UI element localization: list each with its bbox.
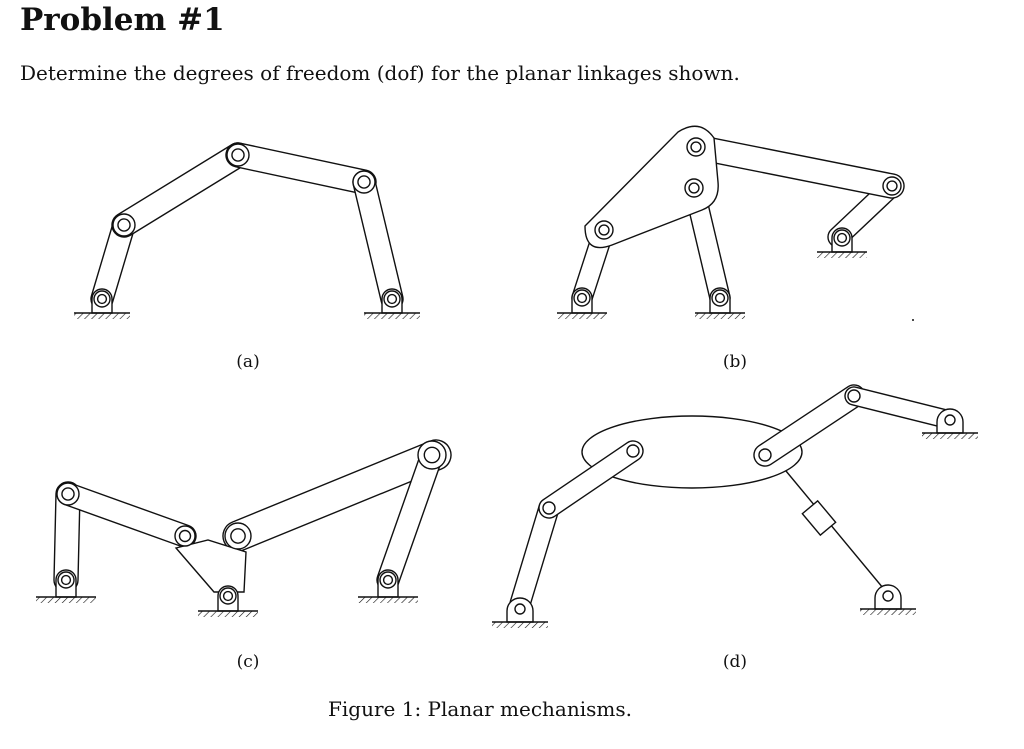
pin-hole: [98, 295, 107, 304]
pin-hole: [945, 415, 955, 425]
pin-hole: [515, 604, 525, 614]
ground-hatch: [860, 609, 916, 615]
ground-hatch: [358, 597, 418, 603]
mechanism-d: [492, 381, 978, 628]
slider-block: [802, 501, 835, 535]
ground-support: [364, 313, 420, 319]
ground-hatch: [922, 433, 978, 439]
subfigure-label-c: (c): [236, 652, 260, 672]
pin-hole: [838, 234, 847, 243]
fixed-pivot: [74, 289, 130, 319]
fixed-pivot: [358, 570, 418, 603]
pin-hole: [384, 576, 393, 585]
ground-support: [36, 597, 96, 603]
fixed-pivot: [198, 586, 258, 617]
pin-hole: [887, 181, 897, 191]
fixed-pivot: [860, 585, 916, 615]
subfigure-label-a: (a): [236, 352, 260, 372]
pin-hole: [358, 176, 370, 188]
pin-hole: [599, 225, 609, 235]
ground-support: [922, 433, 978, 439]
pin-hole: [232, 149, 244, 161]
ground-hatch: [557, 313, 607, 319]
ground-support: [198, 611, 258, 617]
pin-hole: [231, 529, 245, 543]
stray-mark: [912, 319, 914, 321]
fixed-pivot: [364, 289, 420, 319]
pin-hole: [224, 592, 233, 601]
problem-title: Problem #1: [20, 2, 225, 38]
pin-hole: [180, 531, 191, 542]
ground-hatch: [364, 313, 420, 319]
pin-hole: [691, 142, 701, 152]
ground-support: [817, 252, 867, 258]
pin-hole: [388, 295, 397, 304]
ground-support: [557, 313, 607, 319]
pin-hole: [883, 591, 893, 601]
mechanism-a: [74, 138, 420, 319]
subfigure-label-d: (d): [722, 652, 748, 672]
pin-hole: [62, 488, 74, 500]
pin-joint: [543, 502, 555, 514]
slider-rod: [786, 471, 888, 594]
ground-support: [358, 597, 418, 603]
ground-hatch: [695, 313, 745, 319]
fixed-pivot: [557, 288, 607, 319]
fixed-pivot: [36, 570, 96, 603]
mechanism-b: [557, 126, 914, 321]
fixed-pivot: [817, 228, 867, 258]
ground-support: [492, 622, 548, 628]
pin-hole: [424, 447, 439, 462]
pin-hole: [62, 576, 71, 585]
fixed-pivot: [695, 288, 745, 319]
mechanism-c: [36, 435, 456, 617]
ground-hatch: [492, 622, 548, 628]
problem-statement: Determine the degrees of freedom (dof) for the planar linkages shown.: [20, 61, 740, 85]
ground-hatch: [36, 597, 96, 603]
ground-hatch: [198, 611, 258, 617]
subfigure-label-b: (b): [722, 352, 748, 372]
fixed-pivot: [492, 598, 548, 628]
ground-support: [860, 609, 916, 615]
pin-hole: [118, 219, 130, 231]
pin-joint: [848, 390, 860, 402]
pin-hole: [716, 294, 725, 303]
ground-hatch: [817, 252, 867, 258]
ground-support: [695, 313, 745, 319]
ground-hatch: [74, 313, 130, 319]
pin-joint: [627, 445, 639, 457]
pin-joint: [759, 449, 771, 461]
pin-hole: [578, 294, 587, 303]
figure-caption: Figure 1: Planar mechanisms.: [328, 697, 632, 721]
pin-hole: [689, 183, 699, 193]
ground-support: [74, 313, 130, 319]
